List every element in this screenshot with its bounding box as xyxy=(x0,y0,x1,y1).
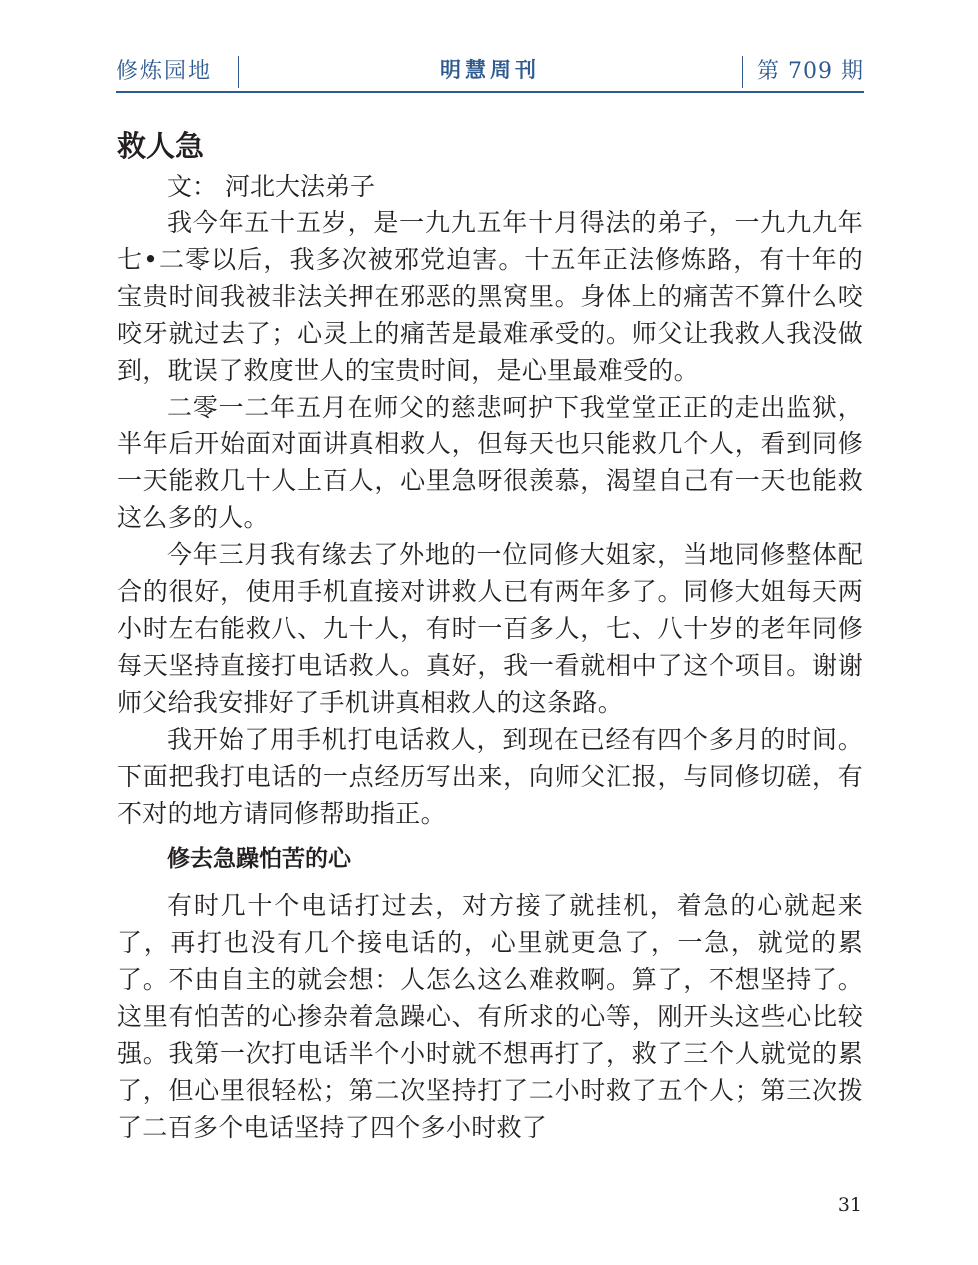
section-name: 修炼园地 xyxy=(116,59,213,84)
section-subheading: 修去急躁怕苦的心 xyxy=(167,846,351,873)
paragraph: 今年三月我有缘去了外地的一位同修大姐家，当地同修整体配合的很好，使用手机直接对讲救人已有两年多了。同修大姐每天两小时左右能救八、九十人，有时一百多人，七、八十岁的老年同修每天坚持直接打电话救人。真好，我一看就相中了这个项目。谢谢师父给我安排好了手机讲真相救人的这条路。 xyxy=(117,540,863,717)
page-header xyxy=(116,50,864,94)
article-title: 救人急 xyxy=(117,129,205,163)
paragraph: 有时几十个电话打过去，对方接了就挂机，着急的心就起来了，再打也没有几个接电话的，心里就更急了，一急，就觉的累了。不由自主的就会想：人怎么这么难救啊。算了，不想坚持了。这里有怕苦的心掺杂着急躁心、有所求的心等，刚开头这些心比较强。我第一次打电话半个小时就不想再打了，救了三个人就觉的累了，但心里很轻松；第二次坚持打了二小时救了五个人；第三次拨了二百多个电话坚持了四个多小时救了 xyxy=(117,891,863,1142)
paragraph: 我今年五十五岁，是一九九五年十月得法的弟子，一九九九年七•二零以后，我多次被邪党迫害。十五年正法修炼路，有十年的宝贵时间我被非法关押在邪恶的黑窝里。身体上的痛苦不算什么咬咬牙就过去了；心灵上的痛苦是最难承受的。师父让我救人我没做到，耽误了救度世人的宝贵时间，是心里最难受的。 xyxy=(117,208,863,385)
paragraph: 二零一二年五月在师父的慈悲呵护下我堂堂正正的走出监狱，半年后开始面对面讲真相救人，但每天也只能救几个人，看到同修一天能救几十人上百人，心里急呀很羡慕，渴望自己有一天也能救这么多的人。 xyxy=(117,392,863,533)
paragraph: 我开始了用手机打电话救人，到现在已经有四个多月的时间。下面把我打电话的一点经历写出来，向师父汇报，与同修切磋，有不对的地方请同修帮助指正。 xyxy=(117,724,863,828)
header-divider-right xyxy=(742,56,743,88)
issue-number: 第 709 期 xyxy=(757,59,864,84)
article-body xyxy=(117,123,863,1147)
article-byline: 文： 河北大法弟子 xyxy=(167,172,375,201)
page-number: 31 xyxy=(837,1194,862,1216)
publication-name: 明慧周刊 xyxy=(440,58,540,82)
header-rule xyxy=(116,91,864,93)
